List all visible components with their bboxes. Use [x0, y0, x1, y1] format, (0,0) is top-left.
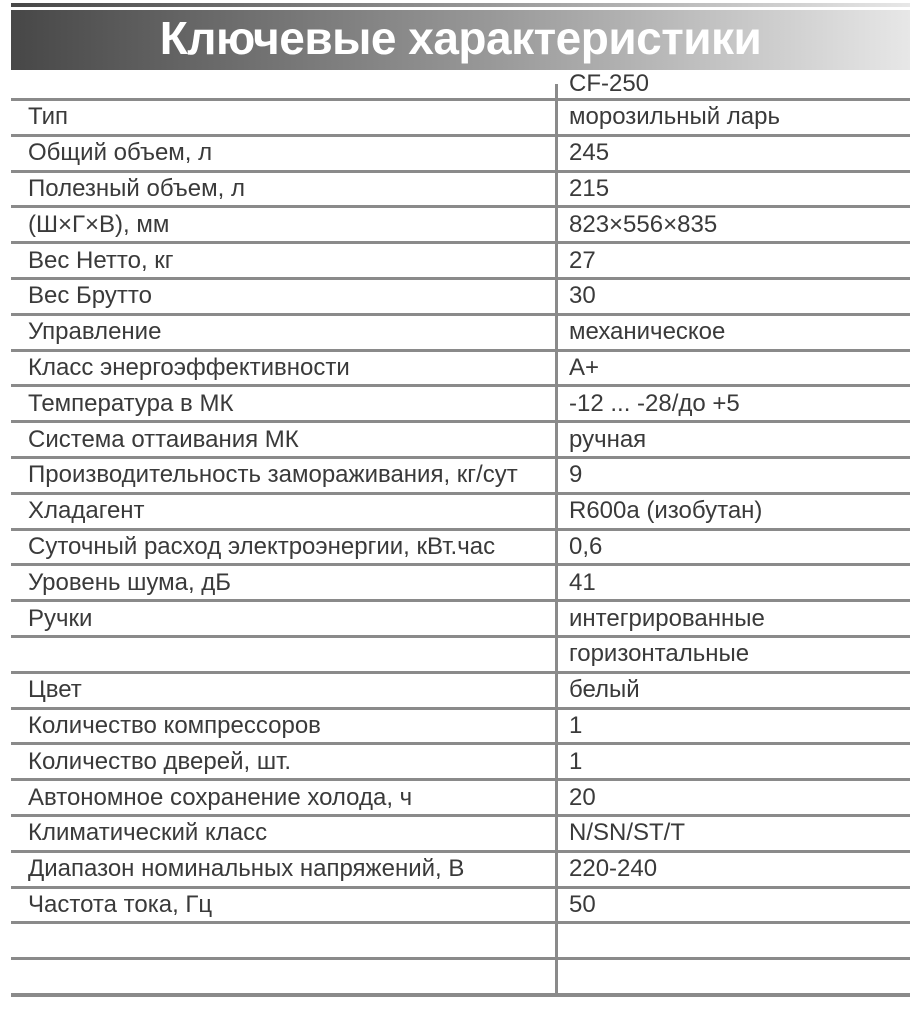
spec-row: [11, 352, 910, 388]
spec-row: [11, 960, 910, 997]
spec-label: Диапазон номинальных напряжений, В: [28, 855, 465, 883]
spec-label: Количество компрессоров: [28, 711, 321, 739]
spec-value: 0,6: [569, 532, 603, 560]
spec-label: (Ш×Г×В), мм: [28, 210, 170, 238]
spec-value: 9: [569, 461, 583, 489]
spec-label: [11, 70, 555, 98]
spec-row: [11, 566, 910, 602]
spec-row: [11, 495, 910, 531]
spec-row: [11, 781, 910, 817]
spec-value: 30: [569, 282, 596, 310]
table-header-row: [11, 70, 910, 101]
spec-row: [11, 602, 910, 638]
spec-label: Класс энергоэффективности: [28, 353, 350, 381]
spec-label: Вес Брутто: [28, 282, 152, 310]
spec-label: Климатический класс: [28, 819, 268, 847]
spec-label: Хладагент: [28, 497, 145, 525]
spec-label: Температура в МК: [28, 389, 234, 417]
spec-value: 245: [569, 139, 610, 167]
spec-row: [11, 316, 910, 352]
spec-value: R600a (изобутан): [569, 497, 763, 525]
spec-row: [11, 853, 910, 889]
spec-value: 823×556×835: [569, 210, 718, 238]
spec-value: 1: [569, 711, 583, 739]
spec-label: Уровень шума, дБ: [28, 568, 232, 596]
spec-value: механическое: [569, 318, 726, 346]
spec-value: белый: [569, 676, 640, 704]
spec-label: Цвет: [28, 676, 82, 704]
spec-value: морозильный ларь: [569, 103, 780, 131]
spec-label: Тип: [28, 103, 69, 131]
spec-label: Общий объем, л: [28, 139, 213, 167]
spec-row: [11, 817, 910, 853]
column-divider: [555, 84, 558, 997]
spec-value: интегрированные: [569, 604, 765, 632]
spec-value: 41: [569, 568, 596, 596]
spec-table: [11, 70, 910, 997]
spec-value: 1: [569, 747, 583, 775]
spec-row: [11, 638, 910, 674]
spec-row: [11, 280, 910, 316]
spec-value: -12 ... -28/до +5: [569, 389, 740, 417]
spec-row: [11, 137, 910, 173]
spec-value: горизонтальные: [569, 640, 750, 668]
spec-row: [11, 889, 910, 925]
spec-row: [11, 244, 910, 280]
spec-label: Система оттаивания МК: [28, 425, 299, 453]
spec-row: [11, 208, 910, 244]
spec-label: Вес Нетто, кг: [28, 246, 174, 274]
spec-row: [11, 101, 910, 137]
header-bar: [11, 10, 910, 70]
spec-row: [11, 173, 910, 209]
spec-value: N/SN/ST/T: [569, 819, 686, 847]
spec-value: ручная: [569, 425, 647, 453]
spec-row: [11, 924, 910, 960]
spec-label: Суточный расход электроэнергии, кВт.час: [28, 532, 496, 560]
spec-value: 220-240: [569, 855, 658, 883]
page-title: Ключевые характеристики: [159, 12, 762, 64]
spec-label: Производительность замораживания, кг/сут: [28, 461, 518, 489]
spec-row: [11, 531, 910, 567]
spec-value: 20: [569, 783, 596, 811]
spec-value: 50: [569, 890, 596, 918]
spec-row: [11, 459, 910, 495]
top-gradient-strip: [11, 3, 910, 7]
spec-row: [11, 423, 910, 459]
spec-label: Полезный объем, л: [28, 174, 245, 202]
spec-row: [11, 387, 910, 423]
spec-value: A+: [569, 353, 600, 381]
spec-label: Частота тока, Гц: [28, 890, 213, 918]
spec-row: [11, 710, 910, 746]
spec-row: [11, 674, 910, 710]
spec-row: [11, 745, 910, 781]
spec-value: 27: [569, 246, 596, 274]
model-name: CF-250: [569, 70, 650, 97]
spec-label: Управление: [28, 318, 162, 346]
spec-label: Автономное сохранение холода, ч: [28, 783, 413, 811]
spec-value: 215: [569, 174, 610, 202]
spec-label: Количество дверей, шт.: [28, 747, 292, 775]
spec-label: Ручки: [28, 604, 93, 632]
